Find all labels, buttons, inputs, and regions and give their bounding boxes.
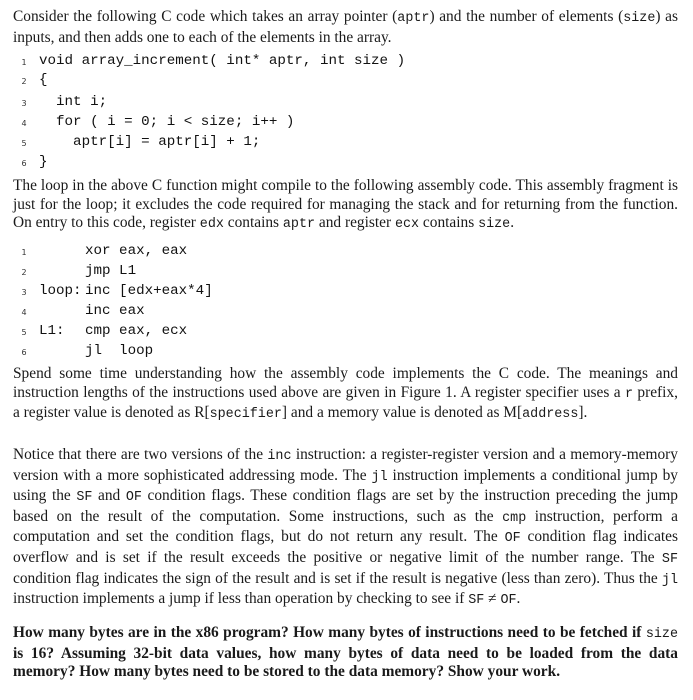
code-text: for ( i = 0; i < size; i++ )	[39, 114, 295, 130]
loop-paragraph	[13, 177, 678, 235]
notice-text: Notice that there are two versions of the	[13, 446, 268, 463]
loop-text-2: contains	[223, 214, 283, 232]
notice-text: instruction implements a conditional jump by using the	[13, 466, 678, 505]
line-number: 3	[21, 99, 27, 108]
notice-text: condition flag indicates overflow and is set if the result exceeds the positive or negative limit of the number range. The	[13, 528, 678, 566]
asm-code-line	[13, 262, 678, 282]
line-number: 5	[21, 328, 27, 337]
c-code-line	[13, 71, 678, 93]
asm-label: loop:	[39, 283, 82, 299]
c-code-line	[13, 113, 678, 133]
code-text: }	[39, 154, 48, 170]
spend-text-4: ].	[578, 404, 588, 422]
line-number: 6	[21, 159, 27, 168]
loop-text-5: .	[510, 214, 515, 232]
line-number: 5	[21, 139, 27, 148]
c-code-listing	[13, 52, 678, 173]
notice-code: cmp	[502, 510, 527, 526]
asm-code-line	[13, 342, 678, 362]
notice-code: OF	[504, 531, 521, 547]
line-number: 4	[21, 308, 27, 317]
c-code-line	[13, 133, 678, 153]
code-text: void array_increment( int* aptr, int size )	[39, 53, 406, 69]
question-code-size: size	[645, 627, 678, 642]
loop-text-3: and register	[315, 214, 395, 232]
line-number: 1	[21, 58, 27, 67]
asm-code-line	[13, 242, 678, 262]
notice-paragraph	[13, 446, 678, 611]
notice-code: SF	[76, 490, 93, 506]
loop-code-aptr: aptr	[282, 217, 316, 233]
spend-code-specifier: specifier	[209, 407, 282, 423]
asm-instruction: jmp L1	[85, 263, 137, 279]
notice-code: jl	[661, 572, 678, 588]
notice-code: OF	[500, 593, 517, 609]
line-number: 3	[21, 288, 27, 297]
line-number: 2	[21, 268, 27, 277]
spend-text-1: Spend some time understanding how the assembly code implements the C code. The meanings and instruction lengths of the instructions used above are given in Figure 1. A register specifier uses a	[13, 365, 678, 401]
notice-text: condition flag indicates the sign of the result and is set if the result is negative (less than zero). Thus the	[13, 569, 662, 587]
spend-code-address: address	[522, 407, 579, 423]
intro-paragraph	[13, 8, 678, 47]
line-number: 6	[21, 348, 27, 357]
question-text-2: is 16? Assuming 32-bit data values, how many bytes of data need to be loaded from the data memory? How many bytes need to be stored to the data memory? Show your work.	[13, 644, 678, 681]
spend-code-r: r	[624, 386, 633, 402]
question-text-1: How many bytes are in the x86 program? How many bytes of instructions need to be fetched if	[13, 624, 646, 641]
notice-text: condition flags. These condition flags are set by the instruction preceding the jump based on the result of the computation. Some instructions, such as the	[13, 487, 679, 525]
asm-code-line	[13, 322, 678, 342]
not-equal-symbol: ≠	[484, 590, 501, 608]
c-code-line	[13, 93, 678, 113]
loop-code-size: size	[478, 217, 511, 233]
c-code-line	[13, 52, 678, 71]
question-paragraph	[13, 624, 678, 682]
c-code-line	[13, 153, 678, 173]
notice-code: OF	[125, 490, 142, 506]
loop-code-ecx: ecx	[394, 217, 420, 233]
intro-text-1: Consider the following C code which takes an array pointer (	[13, 8, 398, 25]
line-number: 2	[21, 77, 27, 86]
asm-instruction: inc eax	[85, 303, 145, 319]
spend-text-2: prefix, a register value is denoted as R[	[13, 383, 678, 422]
spend-paragraph	[13, 365, 678, 425]
notice-text: instruction implements a jump if less than operation by checking to see if	[13, 590, 469, 608]
asm-instruction: cmp eax, ecx	[85, 323, 188, 339]
code-text: aptr[i] = aptr[i] + 1;	[39, 134, 261, 150]
intro-text-2: ) and the number of elements (	[429, 8, 624, 25]
spend-text-3: ] and a memory value is denoted as M[	[281, 404, 523, 422]
notice-text: and	[92, 487, 126, 505]
loop-text-4: contains	[419, 214, 479, 232]
asm-label: L1:	[39, 323, 65, 339]
notice-text: instruction, perform a computation and set the condition flags, but do not return any result. The	[13, 507, 678, 546]
line-number: 4	[21, 119, 27, 128]
loop-text-1: The loop in the above C function might compile to the following assembly code. This assembly fragment is just for the loop; it excludes the code required for managing the stack and for returning from the function. On entry to this code, register	[13, 177, 678, 232]
asm-code-listing	[13, 242, 678, 362]
intro-text-3: ) as inputs, and then adds one to each of the elements in the array.	[13, 8, 679, 46]
asm-code-line	[13, 282, 678, 302]
code-text: {	[39, 72, 48, 88]
intro-code-size: size	[623, 11, 656, 26]
asm-code-line	[13, 302, 678, 322]
notice-code: jl	[371, 469, 388, 485]
asm-instruction: jl loop	[85, 343, 154, 359]
notice-code: SF	[661, 551, 678, 567]
notice-text: .	[516, 590, 521, 608]
line-number: 1	[21, 248, 27, 257]
notice-text: instruction: a register-register version and a memory-memory version with a more sophisticated addressing mode. The	[13, 446, 679, 484]
notice-code: inc	[267, 449, 292, 464]
asm-instruction: xor eax, eax	[85, 243, 188, 259]
asm-instruction: inc [edx+eax*4]	[85, 283, 213, 299]
intro-code-aptr: aptr	[397, 11, 430, 26]
code-text: int i;	[39, 94, 108, 110]
notice-code: SF	[468, 593, 485, 609]
loop-code-edx: edx	[199, 217, 224, 233]
